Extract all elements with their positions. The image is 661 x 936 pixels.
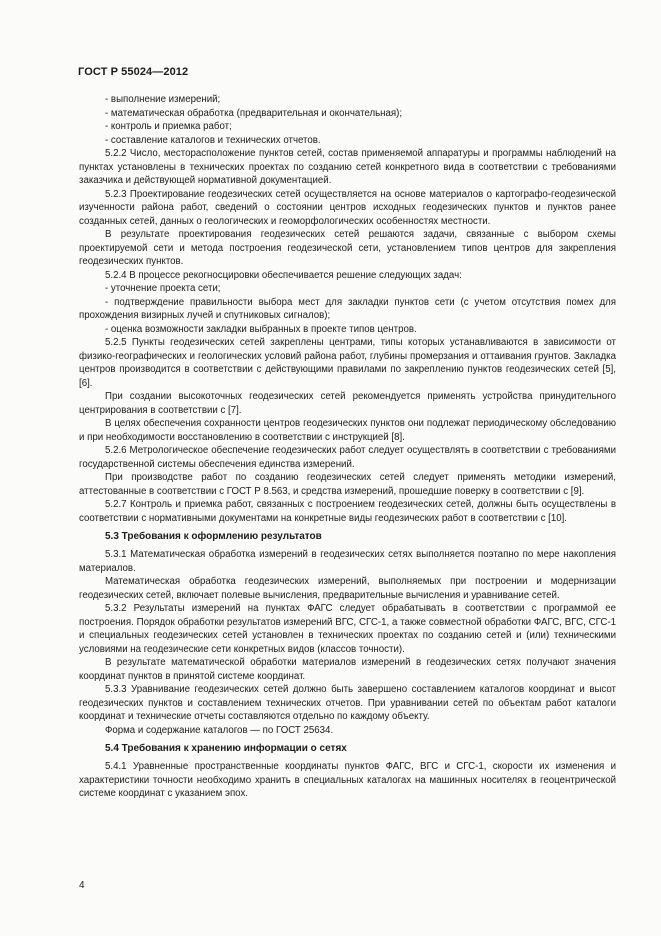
paragraph: 5.4.1 Уравненные пространственные координаты пунктов ФАГС, ВГС и СГС-1, скорости их изменения и характеристики точности необходимо хранить в специальных каталогах на машинных носителях в геоцентрической системе координат с указанием эпох. (79, 761, 616, 799)
paragraph: - подтверждение правильности выбора мест для закладки пунктов сети (с учетом отсутствия помех для прохождения визирных лучей и спутниковых сигналов); (79, 296, 616, 321)
paragraph: 5.3.2 Результаты измерений на пунктах ФАГС следует обрабатывать в соответствии с программой ее построения. Порядок обработки результатов измерений ВГС, СГС-1, а также совместной обработки ФАГС, ВГС, СГС-1 и специальных геодезических сетей установлен в технических проектах по созданию сетей и (или) техническими условиями на геодезические сети конкретных видов (классов точности). (79, 603, 616, 655)
paragraph: 5.2.2 Число, месторасположение пунктов сетей, состав применяемой аппаратуры и программы наблюдений на пунктах установлены в технических проектах по созданию сетей конкретного вида в соответствии с требованиями заказчика и действующей нормативной документацией. (79, 148, 616, 186)
document-body (79, 93, 616, 801)
section-heading: 5.3 Требования к оформлению результатов (105, 531, 322, 542)
document-header: ГОСТ Р 55024—2012 (78, 66, 189, 78)
paragraph: 5.2.6 Метрологическое обеспечение геодезических работ следует осуществлять в соответствии с требованиями государственной системы обеспечения единства измерений. (79, 445, 616, 470)
paragraph: Математическая обработка геодезических измерений, выполняемых при построении и модернизации геодезических сетей, включает полевые вычисления, предварительные вычисления и уравнивание сетей. (79, 576, 616, 601)
paragraph: При создании высокоточных геодезических сетей рекомендуется применять устройства принудительного центрирования в соответствии с [7]. (79, 391, 616, 416)
paragraph: 5.3.1 Математическая обработка измерений в геодезических сетях выполняется поэтапно по мере накопления материалов. (79, 549, 616, 574)
page-number: 4 (79, 880, 85, 891)
paragraph: В результате математической обработки материалов измерений в геодезических сетях получают значения координат пунктов в принятой системе координат. (79, 657, 616, 682)
paragraph: - составление каталогов и технических отчетов. (105, 134, 321, 146)
paragraph: При производстве работ по созданию геодезических сетей следует применять методики измерений, аттестованные в соответствии с ГОСТ Р 8.563, и средства измерений, прошедшие поверку в соответствии с [9]. (79, 472, 616, 497)
paragraph: - выполнение измерений; (105, 94, 221, 105)
paragraph: 5.2.3 Проектирование геодезических сетей осуществляется на основе материалов о картографо-геодезической изученности района работ, сведений о состоянии центров исходных геодезических пунктов и пунктов ранее созданных сетей, данных о геологических и геоморфологических особенностях местности. (79, 188, 616, 227)
paragraph: 5.2.4 В процессе рекогносцировки обеспечивается решение следующих задач: (105, 269, 462, 281)
section-heading: 5.4 Требования к хранению информации о сетях (105, 743, 347, 754)
paragraph: 5.2.5 Пункты геодезических сетей закреплены центрами, типы которых устанавливаются в зависимости от физико-географических и геологических условий района работ, глубины промерзания и оттаивания грунтов. Закладка центров производится в соответствии с действующими правилами по закреплению пунктов геодезических сетей [5], [6]. (79, 337, 616, 389)
paragraph: Форма и содержание каталогов — по ГОСТ 25634. (105, 724, 334, 736)
paragraph: В целях обеспечения сохранности центров геодезических пунктов они подлежат периодическому обследованию и при необходимости восстановлению в соответствии с инструкцией [8]. (79, 418, 616, 443)
paragraph: - математическая обработка (предварительная и окончательная); (105, 107, 403, 119)
paragraph: 5.2.7 Контроль и приемка работ, связанных с построением геодезических сетей, должны быть осуществлены в соответствии с нормативными документами на конкретные виды геодезических работ в соответствии с [10]. (79, 499, 616, 524)
paragraph: - оценка возможности закладки выбранных в проекте типов центров. (105, 323, 417, 335)
paragraph: - контроль и приемка работ; (105, 121, 232, 132)
paragraph: В результате проектирования геодезических сетей решаются задачи, связанные с выбором схемы проектируемой сети и метода построения геодезической сети, установлением типов центров для закрепления геодезических пунктов. (79, 229, 616, 267)
paragraph: 5.3.3 Уравнивание геодезических сетей должно быть завершено составлением каталогов координат и высот геодезических пунктов и составлением технических отчетов. При уравнивании сетей по объектам работ каталоги координат и технические отчеты составляются отдельно по каждому объекту. (79, 684, 616, 722)
paragraph: - уточнение проекта сети; (105, 283, 221, 294)
